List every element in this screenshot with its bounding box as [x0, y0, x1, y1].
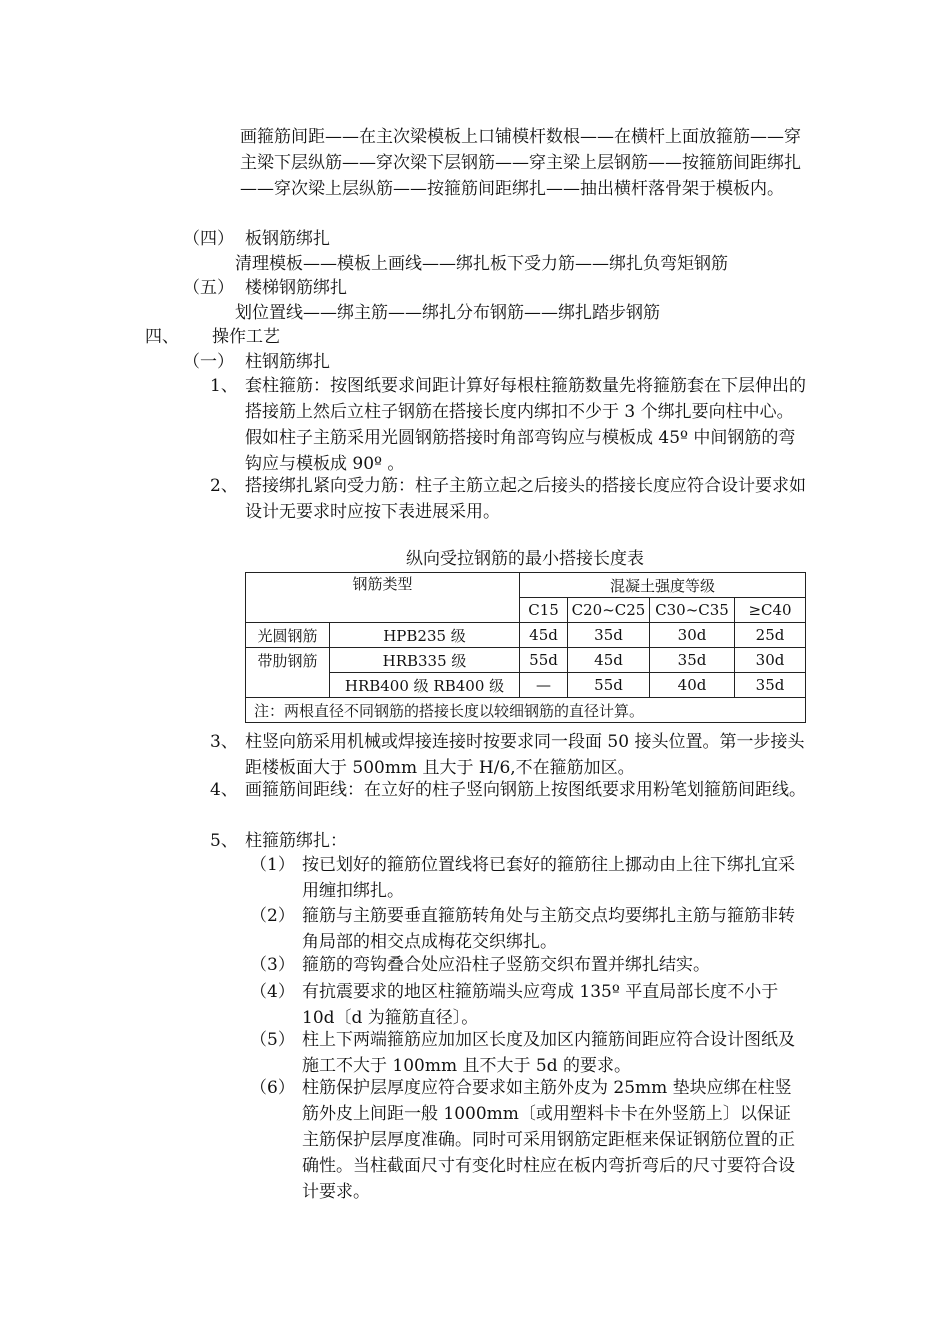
table-value-cell: 55d	[520, 648, 568, 673]
table-grade-cell: C20~C25	[568, 598, 650, 623]
table-note-row	[246, 698, 806, 723]
item-3-text: 柱竖向筋采用机械或焊接连接时按要求同一段面 50 接头位置。第一步接头距楼板面大于 500mm 且大于 H/6,不在箍筋加区。	[245, 732, 805, 778]
table-header-type: 钢筋类型	[246, 573, 520, 623]
section-5-title: 楼梯钢筋绑扎	[245, 278, 347, 298]
item-4-text: 画箍筋间距线：在立好的柱子竖向钢筋上按图纸要求用粉笔划箍筋间距线。	[245, 780, 806, 800]
subitem-6-number: （6）	[250, 1078, 295, 1098]
subitem-6-text: 柱筋保护层厚度应符合要求如主筋外皮为 25mm 垫块应绑在柱竖筋外皮上间距一般 1000mm〔或用塑料卡卡在外竖筋上〕以保证主筋保护层厚度准确。同时可采用钢筋定距框来保证钢筋位置的正确性。当柱截面尺寸有变化时柱应在板内弯折弯后的尺寸要符合设计要求。	[302, 1078, 795, 1202]
table-value-cell: 25d	[735, 623, 806, 648]
item-2-number: 2、	[210, 476, 238, 496]
item-3-number: 3、	[210, 732, 238, 752]
section-5-number: （五）	[183, 278, 234, 298]
table-grade-cell: C15	[520, 598, 568, 623]
table-row	[246, 623, 806, 648]
table-row	[246, 648, 806, 673]
item-5-text: 柱箍筋绑扎：	[245, 831, 347, 851]
subitem-1-number: （1）	[250, 855, 295, 875]
subsection-1-number: （一）	[183, 352, 234, 372]
subsection-1-title: 柱钢筋绑扎	[245, 352, 330, 372]
intro-paragraph: 画箍筋间距——在主次梁模板上口铺模杆数根——在横杆上面放箍筋——穿主梁下层纵筋——穿次梁下层钢筋——穿主梁上层钢筋——按箍筋间距绑扎——穿次梁上层纵筋——按箍筋间距绑扎——抽出横杆落骨架于模板内。	[240, 127, 801, 199]
section-4-body: 清理模板——模板上画线——绑扎板下受力筋——绑扎负弯矩钢筋	[235, 254, 728, 274]
table-group-cell: 带肋钢筋	[246, 648, 330, 673]
table-value-cell: 30d	[650, 623, 735, 648]
item-5-number: 5、	[210, 831, 238, 851]
lap-length-table	[245, 572, 806, 723]
table-value-cell: —	[520, 673, 568, 698]
subitem-5-text: 柱上下两端箍筋应加加区长度及加区内箍筋间距应符合设计图纸及施工不大于 100mm 且不大于 5d 的要求。	[302, 1030, 795, 1076]
table-caption: 纵向受拉钢筋的最小搭接长度表	[406, 549, 644, 569]
subitem-4-text: 有抗震要求的地区柱箍筋端头应弯成 135º 平直局部长度不小于 10d〔d 为箍筋直径〕。	[302, 982, 779, 1028]
table-grade-name-cell: HRB335 级	[330, 648, 520, 673]
section-4-number: （四）	[183, 229, 234, 249]
item-1-text: 套柱箍筋：按图纸要求间距计算好每根柱箍筋数量先将箍筋套在下层伸出的搭接筋上然后立柱子钢筋在搭接长度内绑扣不少于 3 个绑扎要向柱中心。假如柱子主筋采用光圆钢筋搭接时角部弯钩应与模板成 45º 中间钢筋的弯钩应与模板成 90º 。	[245, 376, 806, 474]
part-4-number: 四、	[145, 327, 179, 347]
table-grade-cell: ≥C40	[735, 598, 806, 623]
table-grade-name-cell: HRB400 级 RB400 级	[330, 673, 520, 698]
section-5-body: 划位置线——绑主筋——绑扎分布钢筋——绑扎踏步钢筋	[235, 303, 660, 323]
table-value-cell: 35d	[568, 623, 650, 648]
subitem-2-text: 箍筋与主筋要垂直箍筋转角处与主筋交点均要绑扎主筋与箍筋非转角局部的相交点成梅花交织绑扎。	[302, 906, 795, 952]
subitem-1-text: 按已划好的箍筋位置线将已套好的箍筋往上挪动由上往下绑扎宜采用缠扣绑扎。	[302, 855, 795, 901]
table-grade-cell: C30~C35	[650, 598, 735, 623]
table-header-row	[246, 573, 806, 598]
item-1-number: 1、	[210, 376, 238, 396]
table-value-cell: 45d	[520, 623, 568, 648]
item-4-number: 4、	[210, 780, 238, 800]
table-grade-name-cell: HPB235 级	[330, 623, 520, 648]
subitem-3-number: （3）	[250, 955, 295, 975]
part-4-title: 操作工艺	[212, 327, 280, 347]
table-value-cell: 55d	[568, 673, 650, 698]
table-group-cell: 光圆钢筋	[246, 623, 330, 648]
table-row	[246, 673, 806, 698]
section-4-title: 板钢筋绑扎	[245, 229, 330, 249]
table-value-cell: 30d	[735, 648, 806, 673]
subitem-5-number: （5）	[250, 1030, 295, 1050]
table-value-cell: 35d	[650, 648, 735, 673]
subitem-2-number: （2）	[250, 906, 295, 926]
item-2-text: 搭接绑扎紧向受力筋：柱子主筋立起之后接头的搭接长度应符合设计要求如设计无要求时应按下表进展采用。	[245, 476, 806, 522]
subitem-3-text: 箍筋的弯钩叠合处应沿柱子竖筋交织布置并绑扎结实。	[302, 955, 710, 975]
table-group-cell	[246, 673, 330, 698]
table-header-grade: 混凝土强度等级	[520, 573, 806, 598]
table-value-cell: 45d	[568, 648, 650, 673]
table-value-cell: 40d	[650, 673, 735, 698]
table-note: 注：两根直径不同钢筋的搭接长度以较细钢筋的直径计算。	[246, 698, 806, 723]
table-value-cell: 35d	[735, 673, 806, 698]
subitem-4-number: （4）	[250, 982, 295, 1002]
